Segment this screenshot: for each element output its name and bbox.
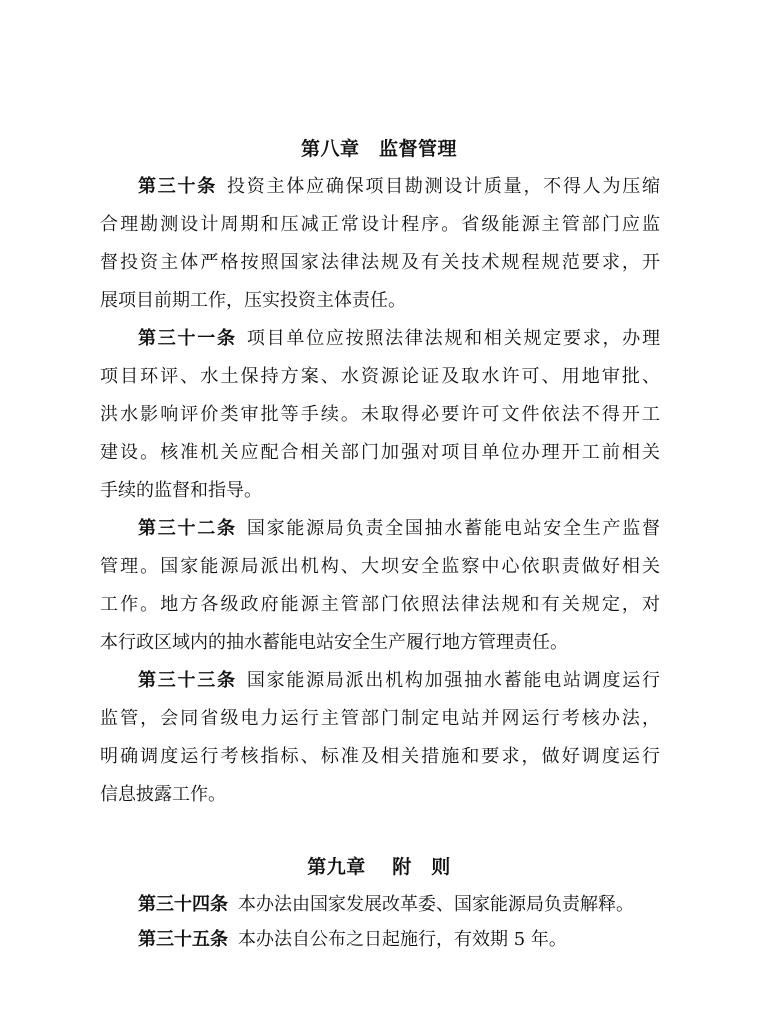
article-30-line-3: 督投资主体严格按照国家法律法规及有关技术规程规范要求，开: [100, 252, 660, 273]
article-31-line-5: 手续的监督和指导。: [100, 480, 262, 501]
article-30-line-1: [138, 175, 660, 199]
article-33-label: 第三十三条: [138, 670, 237, 691]
article-31-text: 项目单位应按照法律法规和相关规定要求，办理: [246, 328, 661, 349]
article-32-line-4: 本行政区域内的抽水蓄能电站安全生产履行地方管理责任。: [100, 632, 568, 653]
article-32-line-2: 管理。国家能源局派出机构、大坝安全监察中心依职责做好相关: [100, 556, 660, 577]
article-35-line-1: [138, 928, 660, 952]
article-35-text: 本办法自公布之日起施行，有效期 5 年。: [238, 929, 567, 950]
article-32-label: 第三十二条: [138, 518, 237, 539]
article-33-line-1: [138, 669, 660, 693]
article-32-line-1: [138, 517, 660, 541]
article-31-line-1: [138, 327, 660, 351]
article-34-text: 本办法由国家发展改革委、国家能源局负责解释。: [238, 894, 634, 915]
article-30-line-4: 展项目前期工作，压实投资主体责任。: [100, 290, 406, 311]
article-34-line-1: [138, 893, 660, 917]
article-33-line-4: 信息披露工作。: [100, 784, 226, 805]
article-32-line-3: 工作。地方各级政府能源主管部门依照法律法规和有关规定，对: [100, 594, 660, 615]
article-33-text: 国家能源局派出机构加强抽水蓄能电站调度运行: [246, 670, 661, 691]
article-34-label: 第三十四条: [138, 894, 228, 915]
chapter-title-8: 第八章 监督管理: [300, 138, 457, 160]
article-32-text: 国家能源局负责全国抽水蓄能电站安全生产监督: [246, 518, 661, 539]
article-33-line-3: 明确调度运行考核指标、标准及相关措施和要求，做好调度运行: [100, 746, 660, 767]
article-30-line-2: 合理勘测设计周期和压减正常设计程序。省级能源主管部门应监: [100, 214, 660, 235]
article-33-line-2: 监管，会同省级电力运行主管部门制定电站并网运行考核办法，: [100, 708, 660, 729]
article-31-line-2: 项目环评、水土保持方案、水资源论证及取水许可、用地审批、: [100, 366, 660, 387]
article-31-line-4: 建设。核准机关应配合相关部门加强对项目单位办理开工前相关: [100, 442, 660, 463]
article-31-line-3: 洪水影响评价类审批等手续。未取得必要许可文件依法不得开工: [100, 404, 660, 425]
article-30-label: 第三十条: [138, 176, 218, 197]
chapter-title-9: 第九章 附 则: [307, 856, 451, 878]
article-35-label: 第三十五条: [138, 929, 228, 950]
article-30-text: 投资主体应确保项目勘测设计质量，不得人为压缩: [227, 176, 661, 197]
article-31-label: 第三十一条: [138, 328, 237, 349]
